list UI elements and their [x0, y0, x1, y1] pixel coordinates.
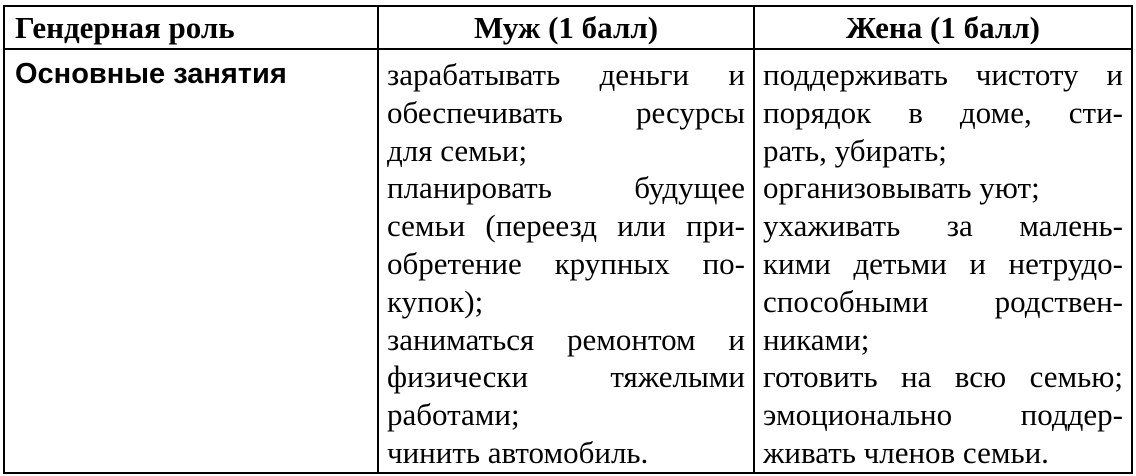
row-label-main-activities: Основные занятия: [4, 49, 378, 473]
husband-line: купок);: [387, 283, 484, 319]
wife-line: рать, убирать;: [763, 132, 947, 168]
wife-line: способными родствен-: [763, 283, 1123, 319]
wife-line: кими детьми и нетрудо-: [763, 245, 1123, 281]
header-gender-role: Гендерная роль: [4, 6, 378, 49]
table-header-row: [4, 6, 1132, 49]
cell-wife-activities: [754, 49, 1132, 473]
husband-line: зарабатывать деньги и: [387, 57, 745, 92]
wife-line: порядок в доме, сти-: [763, 94, 1123, 130]
husband-line: планировать будущее: [387, 170, 745, 206]
wife-line: поддерживать чистоту и: [763, 57, 1123, 92]
wife-line: готовить на всю семью;: [763, 359, 1123, 395]
wife-line: эмоционально поддер-: [763, 397, 1123, 433]
husband-line: физически тяжелыми: [387, 359, 745, 395]
husband-line: заниматься ремонтом и: [387, 321, 745, 357]
husband-line: обеспечивать ресурсы: [387, 94, 745, 130]
header-husband: Муж (1 балл): [378, 6, 754, 49]
table-row-main-activities: [4, 49, 1132, 473]
husband-line: обретение крупных по-: [387, 245, 745, 281]
gender-roles-table: [3, 5, 1133, 474]
husband-line: чинить автомобиль.: [387, 434, 649, 470]
husband-line: для семьи;: [387, 132, 528, 168]
wife-line: организовывать уют;: [763, 170, 1040, 206]
husband-line: семьи (переезд или при-: [387, 208, 745, 244]
wife-line: ухаживать за малень-: [763, 208, 1123, 244]
husband-line: работами;: [387, 397, 520, 433]
wife-line: никами;: [763, 321, 870, 357]
wife-line: живать членов семьи.: [763, 434, 1049, 470]
cell-husband-activities: [378, 49, 754, 473]
header-wife: Жена (1 балл): [754, 6, 1132, 49]
